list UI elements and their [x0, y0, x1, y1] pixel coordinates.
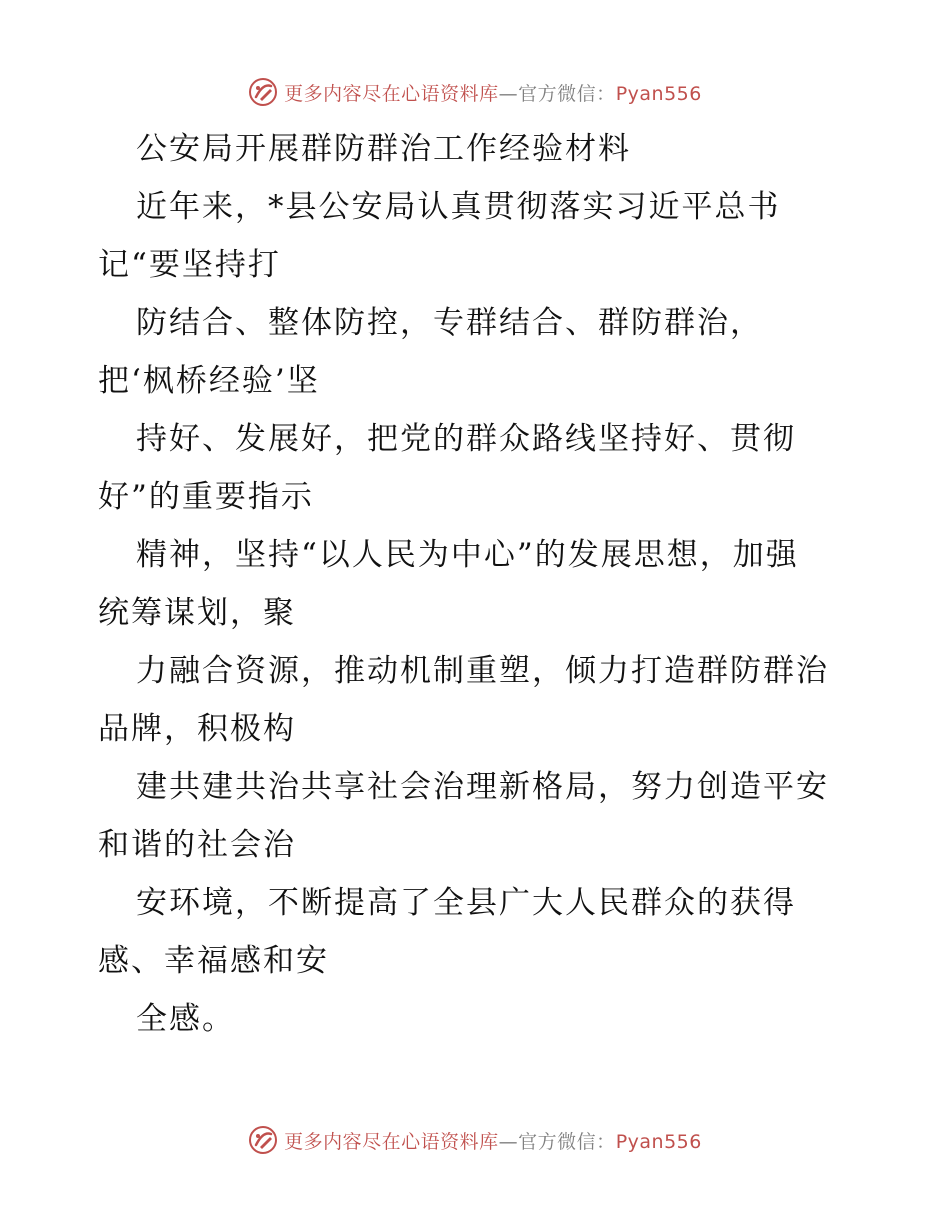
document-line: 建共建共治共享社会治理新格局，努力创造平安: [136, 769, 829, 805]
banner-wechat-label: 官方微信：: [518, 1130, 616, 1153]
document-line: 统筹谋划，聚: [98, 595, 296, 631]
document-line: 精神，坚持“以人民为中心”的发展思想，加强: [136, 537, 799, 573]
banner-dash: —: [498, 1130, 519, 1153]
banner-wechat-id: Pyan556: [615, 82, 702, 105]
document-line: 近年来，*县公安局认真贯彻落实习近平总书: [136, 189, 781, 225]
document-line: 品牌，积极构: [98, 711, 296, 747]
banner-wechat-label: 官方微信：: [518, 82, 616, 105]
document-line: 公安局开展群防群治工作经验材料: [136, 131, 631, 167]
banner-dash: —: [498, 82, 519, 105]
document-line: 记“要坚持打: [98, 247, 281, 283]
document-body: [98, 120, 858, 1048]
document-line: 好”的重要指示: [98, 479, 314, 515]
document-line: 把‘枫桥经验’坚: [98, 363, 320, 399]
banner-link-text[interactable]: 更多内容尽在心语资料库: [284, 1130, 499, 1153]
document-line: 全感。: [136, 1001, 235, 1037]
document-line: 和谐的社会治: [98, 827, 296, 863]
footer-banner[interactable]: [0, 1120, 950, 1160]
header-banner[interactable]: [0, 72, 950, 112]
document-line: 安环境，不断提高了全县广大人民群众的获得: [136, 885, 796, 921]
document-line: 持好、发展好，把党的群众路线坚持好、贯彻: [136, 421, 796, 457]
document-line: 感、幸福感和安: [98, 943, 329, 979]
banner-wechat-id: Pyan556: [615, 1130, 702, 1153]
banner-text[interactable]: [284, 1127, 702, 1154]
pen-circle-logo-icon: [248, 1125, 278, 1155]
pen-circle-logo-icon: [248, 77, 278, 107]
document-line: 力融合资源，推动机制重塑，倾力打造群防群治: [136, 653, 829, 689]
document-line: 防结合、整体防控，专群结合、群防群治，: [136, 305, 763, 341]
banner-text[interactable]: [284, 79, 702, 106]
banner-link-text[interactable]: 更多内容尽在心语资料库: [284, 82, 499, 105]
